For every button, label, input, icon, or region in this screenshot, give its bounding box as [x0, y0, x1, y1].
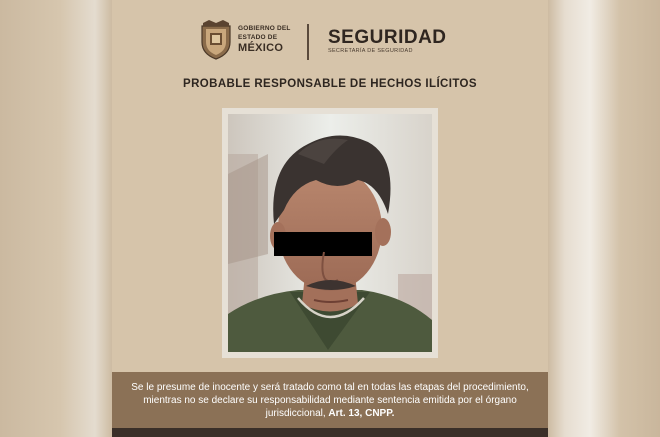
state-emblem-icon [199, 20, 233, 60]
department-subtitle: SECRETARÍA DE SEGURIDAD [328, 48, 413, 54]
bottom-bar [112, 428, 548, 437]
government-line-3: MÉXICO [238, 42, 284, 54]
government-line-2: ESTADO DE [238, 33, 278, 41]
government-label [238, 26, 291, 54]
legal-notice-text: Se le presume de inocente y será tratado como tal en todas las etapas del procedimiento, mientras no se declare su responsabilidad mediante sentencia emitida por el órgano jurisdiccional, [131, 382, 529, 419]
suspect-photo [228, 114, 432, 352]
legal-notice-band [112, 372, 548, 428]
legal-notice [112, 381, 548, 420]
announcement-card [112, 0, 548, 437]
page-heading: PROBABLE RESPONSABLE DE HECHOS ILÍCITOS [183, 78, 477, 90]
photo-frame [222, 108, 438, 358]
government-line-1: GOBIERNO DEL [238, 25, 291, 32]
header-divider [307, 24, 309, 60]
suspect-photo-illustration [228, 114, 432, 352]
legal-notice-article: Art. 13, CNPP. [328, 408, 395, 419]
department-title: SEGURIDAD [328, 27, 447, 48]
header [112, 14, 548, 66]
